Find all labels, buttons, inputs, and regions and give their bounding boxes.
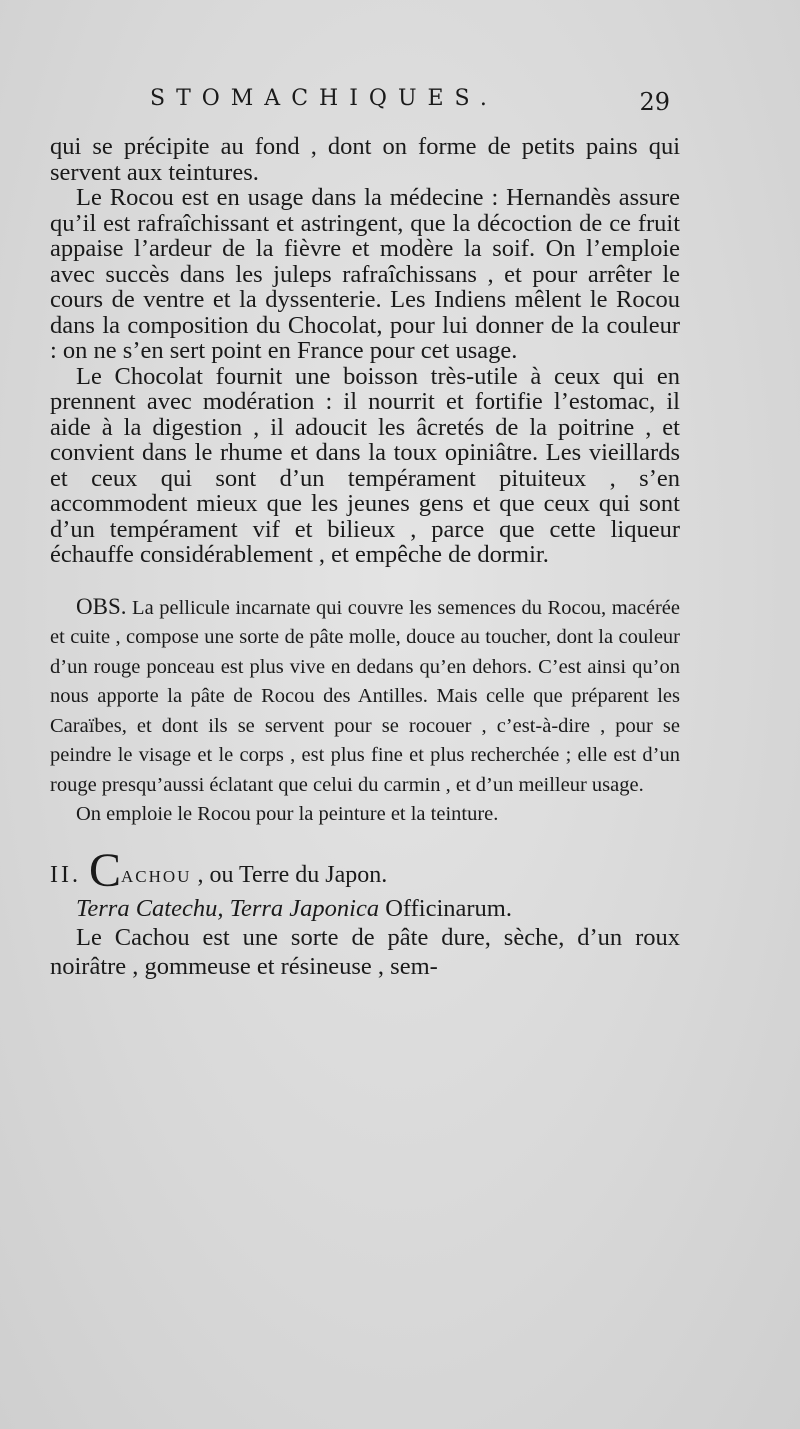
observation-paragraph: On emploie le Rocou pour la peinture et la teinture. (76, 803, 499, 825)
page-number: 29 (639, 88, 670, 116)
section-dropcap: C (88, 843, 121, 897)
observation-label: OBS. (76, 593, 127, 619)
section-text (50, 894, 680, 981)
paragraph: Le Rocou est en usage dans la médecine : Hernandès assure qu’il est rafraîchissant et astringent, que la décoction de ce fruit appaise l’ardeur de la fièvre et modère la soif. On l’emploie avec succès dans les juleps rafraîchissans , et pour arrêter le cours de ventre et la dyssenterie. Les Indiens mêlent le Rocou dans la composition du Chocolat, pour lui donner de la couleur : on ne s’en sert point en France pour cet usage. (50, 184, 680, 364)
section-paragraph: Le Cachou est une sorte de pâte dure, sèche, d’un roux noirâtre , gommeuse et résineuse , sem- (50, 923, 680, 980)
running-head: STOMACHIQUES. (150, 86, 498, 111)
paragraph: Le Chocolat fournit une boisson très-utile à ceux qui en prennent avec modération : il nourrit et fortifie l’estomac, il aide à la digestion , il adoucit les âcretés de la poitrine , et convient dans le rhume et dans la toux opiniâtre. Les vieillards et ceux qui sont d’un tempérament pituiteux , s’en accommodent mieux que les jeunes gens et que ceux qui sont d’un tempérament vif et bilieux , parce que cette liqueur échauffe considérablement , et empêche de dormir. (50, 362, 680, 568)
section-title-tail: , ou Terre du Japon. (197, 861, 388, 888)
observation-note (50, 592, 680, 830)
latin-name: Terra Catechu, Terra Japonica (76, 894, 380, 922)
section-number: II. (50, 861, 81, 888)
observation-paragraph (50, 592, 680, 801)
observation-text: La pellicule incarnate qui couvre les semences du Rocou, macérée et cuite , compose une sorte de pâte molle, douce au toucher, dont la couleur d’un rouge ponceau est plus vive en dedans qu’en dehors. C’est ainsi qu’on nous apporte la pâte de Rocou des Antilles. Mais celle que préparent les Caraïbes, et dont ils se servent pour se rocouer , c’est-à-dire , pour se peindre le visage et le corps , est plus fine et plus recherchée ; elle est d’un rouge presqu’aussi éclatant que celui du carmin , et d’un meilleur usage. (50, 596, 680, 796)
latin-name-suffix: Officinarum. (385, 894, 512, 922)
section-heading (50, 843, 680, 897)
latin-name-line (50, 894, 680, 923)
paragraph: qui se précipite au fond , dont on forme de petits pains qui servent aux teintures. (50, 133, 680, 186)
text-block (50, 134, 680, 981)
main-text (50, 134, 680, 568)
section-title-caps: ACHOU (121, 866, 192, 886)
page-header (150, 86, 670, 126)
